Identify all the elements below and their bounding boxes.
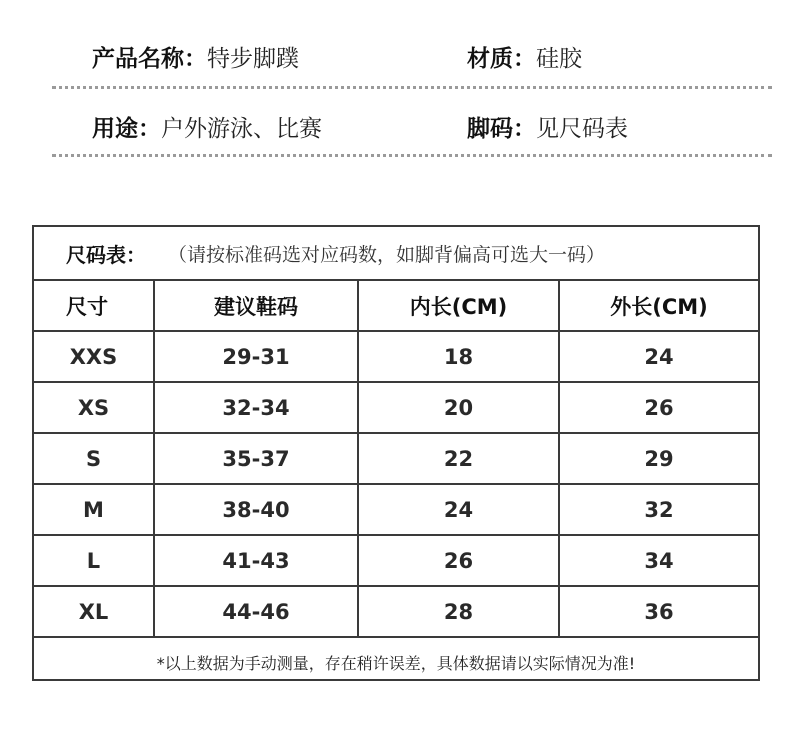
size-chart-table [32, 225, 760, 681]
cell-size: XXS [34, 332, 155, 381]
cell-outer-length: 24 [644, 344, 674, 369]
size-chart-title: 尺码表： [66, 242, 146, 267]
cell-outer-length: 36 [644, 599, 674, 624]
cell-inner-length: 22 [359, 434, 560, 483]
cell-outer-length: 34 [644, 548, 674, 573]
info-row-usage [52, 100, 772, 152]
cell-shoe-size: 35-37 [155, 434, 359, 483]
cell-size: L [34, 536, 155, 585]
material-group [467, 30, 582, 82]
foot-size-value: 见尺码表 [536, 115, 628, 142]
cell-inner-length: 20 [359, 383, 560, 432]
cell-shoe-size: 29-31 [155, 332, 359, 381]
table-row [34, 383, 758, 434]
table-row [34, 587, 758, 638]
cell-shoe-size: 32-34 [155, 383, 359, 432]
cell-shoe-size: 41-43 [155, 536, 359, 585]
foot-size-group [467, 100, 628, 152]
material-value: 硅胶 [536, 45, 582, 72]
cell-shoe-size: 38-40 [155, 485, 359, 534]
cell-size: M [34, 485, 155, 534]
cell-size: XL [34, 587, 155, 636]
usage-label: 用途： [92, 115, 161, 142]
material-label: 材质： [467, 45, 536, 72]
dotted-divider [52, 86, 772, 89]
table-row [34, 485, 758, 536]
table-row [34, 434, 758, 485]
product-label-group [92, 30, 299, 82]
cell-outer-length: 26 [644, 395, 674, 420]
cell-outer-length: 29 [644, 446, 674, 471]
usage-value: 户外游泳、比赛 [161, 115, 322, 142]
measurement-footnote: *以上数据为手动测量，存在稍许误差，具体数据请以实际情况为准! [156, 653, 636, 673]
dotted-divider [52, 154, 772, 157]
usage-group [92, 100, 322, 152]
header-shoe-size: 建议鞋码 [155, 281, 359, 330]
info-row-product [52, 30, 772, 82]
size-chart-title-row [34, 227, 758, 281]
cell-inner-length: 18 [359, 332, 560, 381]
header-outer-length: 外长(CM) [610, 294, 708, 319]
table-row [34, 536, 758, 587]
cell-outer-length: 32 [644, 497, 674, 522]
cell-inner-length: 28 [359, 587, 560, 636]
cell-size: XS [34, 383, 155, 432]
product-name-value: 特步脚蹼 [207, 45, 299, 72]
size-chart-note: （请按标准码选对应码数，如脚背偏高可选大一码） [168, 243, 606, 266]
cell-size: S [34, 434, 155, 483]
cell-inner-length: 26 [359, 536, 560, 585]
cell-inner-length: 24 [359, 485, 560, 534]
product-name-label: 产品名称： [92, 45, 207, 72]
table-row [34, 332, 758, 383]
header-inner-length: 内长(CM) [359, 281, 560, 330]
foot-size-label: 脚码： [467, 115, 536, 142]
table-header-row [34, 281, 758, 332]
cell-shoe-size: 44-46 [155, 587, 359, 636]
header-size: 尺寸 [34, 281, 155, 330]
